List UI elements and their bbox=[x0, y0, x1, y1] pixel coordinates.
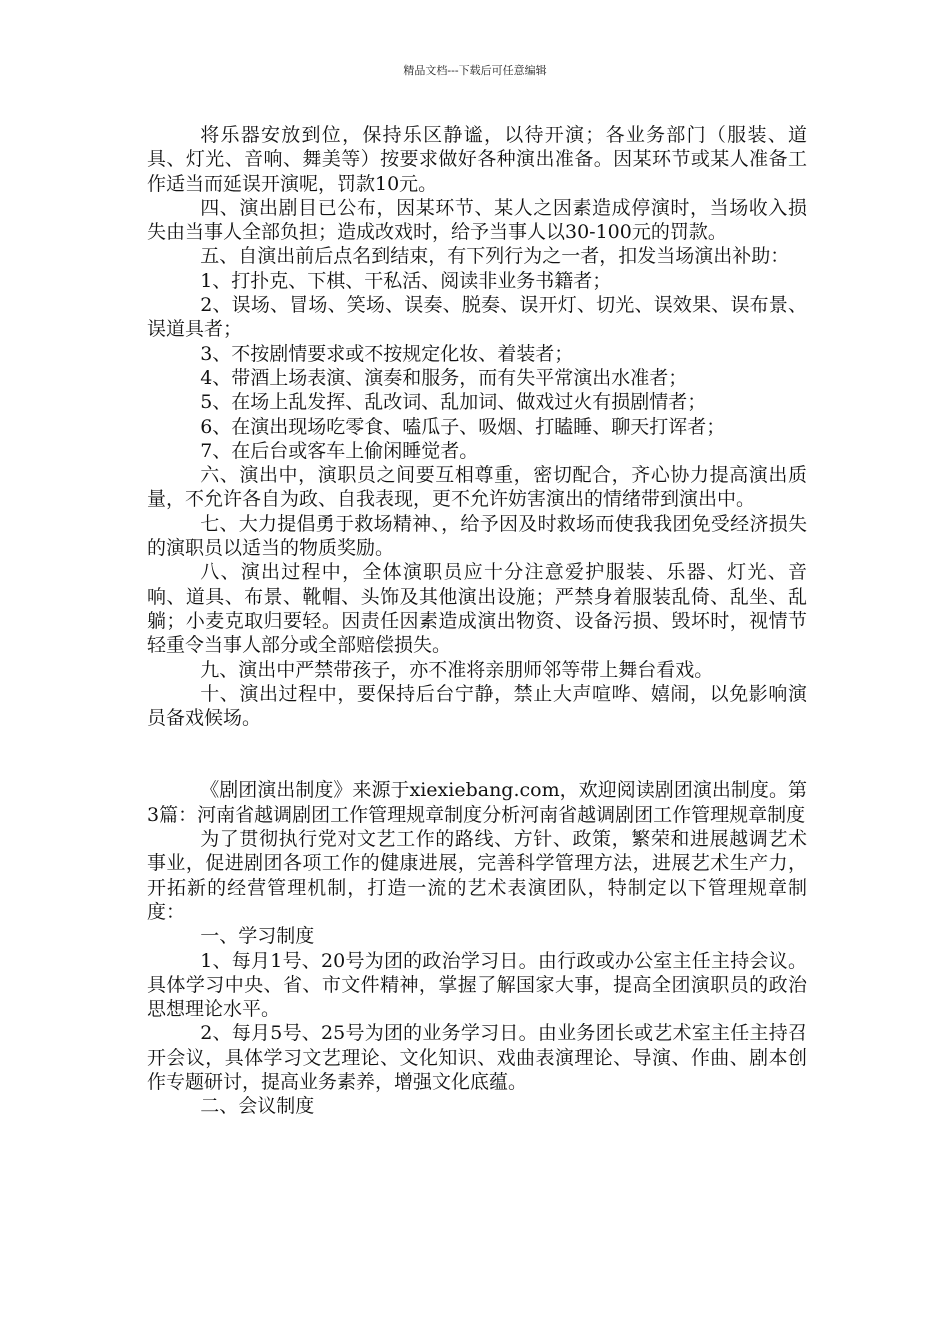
paragraph: 八、演出过程中，全体演职员应十分注意爱护服装、乐器、灯光、音响、道具、布景、靴帽、头饰及其他演出设施；严禁身着服装乱倚、乱坐、乱躺；小麦克取归要轻。因责任因素造成演出物资、设备污损、毁坏时，视情节轻重令当事人部分或全部赔偿损失。 bbox=[147, 561, 807, 657]
page-header: 精品文档---下载后可任意编辑 bbox=[403, 64, 547, 77]
list-item: 7、在后台或客车上偷闲睡觉者。 bbox=[200, 439, 479, 462]
list-item: 1、打扑克、下棋、干私活、阅读非业务书籍者； bbox=[200, 269, 612, 292]
paragraph: 四、演出剧目已公布，因某环节、某人之因素造成停演时，当场收入损失由当事人全部负担；造成改戏时，给予当事人以30-100元的罚款。 bbox=[147, 196, 807, 244]
list-item: 2、误场、冒场、笑场、误奏、脱奏、误开灯、切光、误效果、误布景、误道具者； bbox=[147, 294, 807, 341]
list-item: 4、带酒上场表演、演奏和服务，而有失平常演出水准者； bbox=[200, 366, 688, 389]
paragraph: 五、自演出前后点名到结束，有下列行为之一者，扣发当场演出补助： bbox=[200, 245, 790, 268]
paragraph: 六、演出中，演职员之间要互相尊重，密切配合，齐心协力提高演出质量，不允许各自为政、自我表现，更不允许妨害演出的情绪带到演出中。 bbox=[147, 464, 807, 511]
list-item: 5、在场上乱发挥、乱改词、乱加词、做戏过火有损剧情者； bbox=[200, 391, 707, 414]
section-heading: 一、学习制度 bbox=[200, 925, 315, 948]
section-heading: 二、会议制度 bbox=[200, 1095, 315, 1118]
section-gap bbox=[147, 730, 807, 778]
paragraph: 九、演出中严禁带孩子，亦不准将亲朋师邻等带上舞台看戏。 bbox=[200, 658, 714, 681]
paragraph: 为了贯彻执行党对文艺工作的路线、方针、政策，繁荣和进展越调艺术事业，促进剧团各项工作的健康进展，完善科学管理方法，进展艺术生产力，开拓新的经营管理机制，打造一流的艺术表演团队，特制定以下管理规章制度： bbox=[147, 828, 807, 923]
list-item: 3、不按剧情要求或不按规定化妆、着装者； bbox=[200, 342, 574, 365]
paragraph: 十、演出过程中，要保持后台宁静，禁止大声喧哗、嬉闹，以免影响演员备戏候场。 bbox=[147, 682, 807, 730]
list-item: 2、每月5号、25号为团的业务学习日。由业务团长或艺术室主任主持召开会议，具体学习文艺理论、文化知识、戏曲表演理论、导演、作曲、剧本创作专题研讨，提高业务素养，增强文化底蕴。 bbox=[147, 1022, 807, 1093]
paragraph: 七、大力提倡勇于救场精神、，给予因及时救场而使我我团免受经济损失的演职员以适当的物质奖励。 bbox=[147, 512, 807, 560]
list-item: 1、每月1号、20号为团的政治学习日。由行政或办公室主任主持会议。具体学习中央、省、市文件精神，掌握了解国家大事，提高全团演职员的政治思想理论水平。 bbox=[147, 949, 807, 1021]
list-item: 6、在演出现场吃零食、嗑瓜子、吸烟、打瞌睡、聊天打诨者； bbox=[200, 415, 726, 438]
document-body bbox=[147, 123, 807, 1119]
paragraph: 将乐器安放到位，保持乐区静谧，以待开演；各业务部门（服装、道具、灯光、音响、舞美等）按要求做好各种演出准备。因某环节或某人准备工作适当而延误开演呢，罚款10元。 bbox=[147, 124, 807, 195]
source-paragraph: 《剧团演出制度》来源于xiexiebang.com，欢迎阅读剧团演出制度。第3篇：河南省越调剧团工作管理规章制度分析河南省越调剧团工作管理规章制度 bbox=[147, 779, 807, 826]
